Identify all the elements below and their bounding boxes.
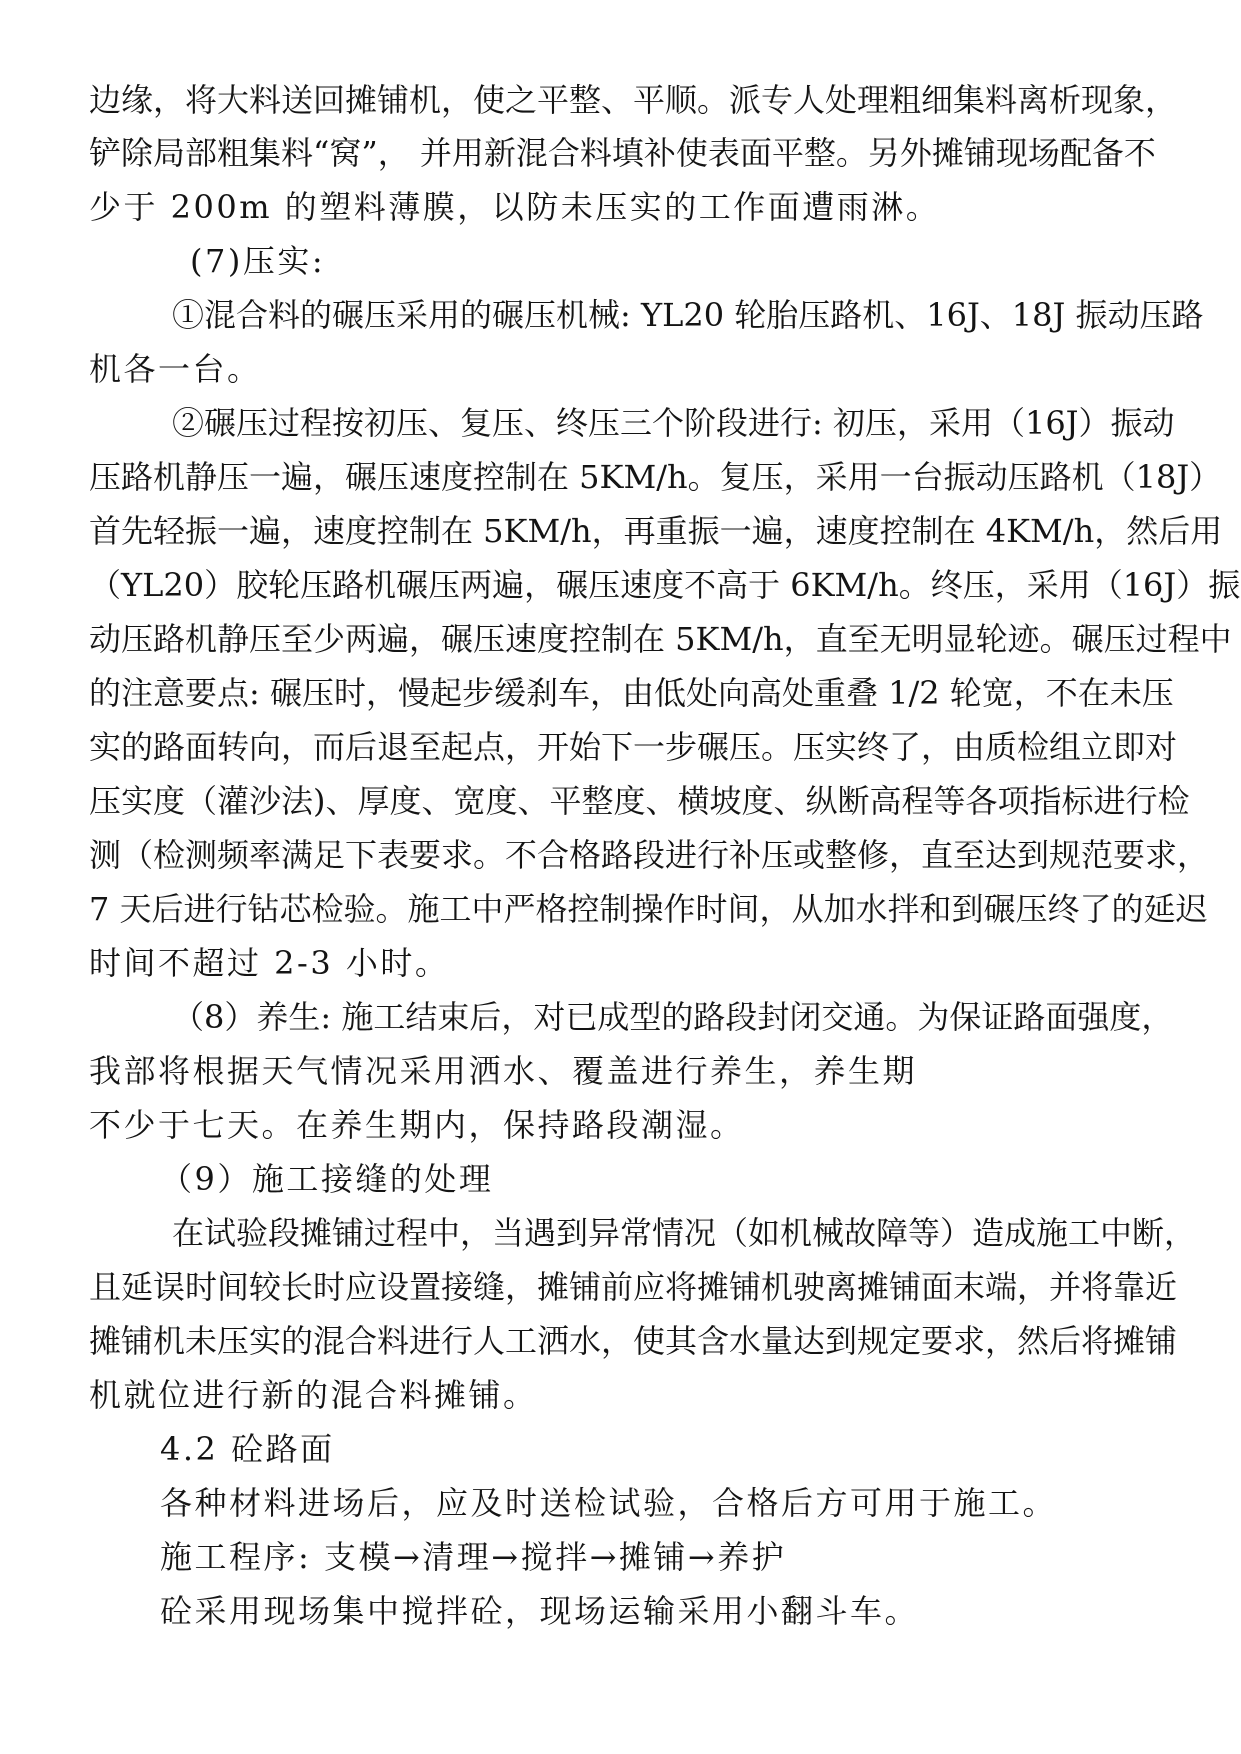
paragraph-text: 测（检测频率满足下表要求。不合格路段进行补压或整修，直至达到规范要求， xyxy=(89,836,1210,874)
text-line xyxy=(0,1098,1241,1152)
paragraph-text: 压实度（灌沙法)、厚度、宽度、平整度、横坡度、纵断高程等各项指标进行检 xyxy=(89,782,1190,820)
paragraph-text: ②碾压过程按初压、复压、终压三个阶段进行: 初压，采用（16J）振动 xyxy=(172,404,1175,442)
paragraph-text: 在试验段摊铺过程中，当遇到异常情况（如机械故障等）造成施工中断， xyxy=(172,1214,1197,1252)
text-line xyxy=(0,666,1241,720)
text-line xyxy=(0,234,1241,288)
text-line xyxy=(0,73,1241,127)
paragraph-text: 各种材料进场后，应及时送检试验，合格后方可用于施工。 xyxy=(160,1484,1058,1522)
text-line xyxy=(0,288,1241,342)
text-line xyxy=(0,396,1241,450)
text-line xyxy=(0,126,1241,180)
text-line xyxy=(0,936,1241,990)
paragraph-text: 不少于七天。在养生期内，保持路段潮湿。 xyxy=(89,1106,745,1144)
text-line xyxy=(0,504,1241,558)
paragraph-text: （8）养生: 施工结束后，对已成型的路段封闭交通。为保证路面强度， xyxy=(172,998,1174,1036)
paragraph-text: 机各一台。 xyxy=(89,350,262,388)
paragraph-text: （YL20）胶轮压路机碾压两遍，碾压速度不高于 6KM/h。终压，采用（16J）振 xyxy=(89,566,1241,604)
paragraph-text: 砼采用现场集中搅拌砼，现场运输采用小翻斗车。 xyxy=(160,1592,920,1630)
paragraph-text: 施工程序: 支模→清理→搅拌→摊铺→养护 xyxy=(160,1538,787,1576)
paragraph-text: 边缘，将大料送回摊铺机，使之平整、平顺。派专人处理粗细集料离析现象， xyxy=(89,81,1178,119)
paragraph-text: 时间不超过 2-3 小时。 xyxy=(89,944,450,982)
text-line xyxy=(0,1422,1241,1476)
text-line xyxy=(0,1206,1241,1260)
section-heading: （9）施工接缝的处理 xyxy=(160,1160,494,1198)
paragraph-text: 铲除局部粗集料“窝”， 并用新混合料填补使表面平整。另外摊铺现场配备不 xyxy=(89,134,1156,172)
paragraph-text: 我部将根据天气情况采用洒水、覆盖进行养生，养生期 xyxy=(89,1052,918,1090)
paragraph-text: 且延误时间较长时应设置接缝，摊铺前应将摊铺机驶离摊铺面末端，并将靠近 xyxy=(89,1268,1178,1306)
text-line xyxy=(0,1314,1241,1368)
text-line xyxy=(0,720,1241,774)
text-line xyxy=(0,1044,1241,1098)
text-line xyxy=(0,1152,1241,1206)
paragraph-text: 7 天后进行钻芯检验。施工中严格控制操作时间，从加水拌和到碾压终了的延迟 xyxy=(89,890,1208,928)
text-line xyxy=(0,180,1241,234)
paragraph-text: 动压路机静压至少两遍，碾压速度控制在 5KM/h，直至无明显轮迹。碾压过程中 xyxy=(89,620,1232,658)
text-line xyxy=(0,828,1241,882)
text-line xyxy=(0,1260,1241,1314)
paragraph-text: 首先轻振一遍，速度控制在 5KM/h，再重振一遍，速度控制在 4KM/h，然后用 xyxy=(89,512,1223,550)
paragraph-text: 机就位进行新的混合料摊铺。 xyxy=(89,1376,538,1414)
text-line xyxy=(0,1530,1241,1584)
text-line xyxy=(0,1584,1241,1638)
paragraph-text: 实的路面转向，而后退至起点，开始下一步碾压。压实终了，由质检组立即对 xyxy=(89,728,1178,766)
text-line xyxy=(0,450,1241,504)
text-line xyxy=(0,1476,1241,1530)
text-line xyxy=(0,990,1241,1044)
section-heading: (7)压实: xyxy=(190,242,326,280)
text-line xyxy=(0,342,1241,396)
paragraph-text: 的注意要点: 碾压时，慢起步缓刹车，由低处向高处重叠 1/2 轮宽，不在未压 xyxy=(89,674,1174,712)
paragraph-text: 压路机静压一遍，碾压速度控制在 5KM/h。复压，采用一台振动压路机（18J） xyxy=(89,458,1222,496)
text-line xyxy=(0,558,1241,612)
text-line xyxy=(0,612,1241,666)
paragraph-text: ①混合料的碾压采用的碾压机械: YL20 轮胎压路机、16J、18J 振动压路 xyxy=(172,296,1204,334)
text-line xyxy=(0,1368,1241,1422)
paragraph-text: 摊铺机未压实的混合料进行人工洒水，使其含水量达到规定要求，然后将摊铺 xyxy=(89,1322,1178,1360)
paragraph-text: 少于 200m 的塑料薄膜，以防未压实的工作面遭雨淋。 xyxy=(89,188,941,226)
section-heading: 4.2 砼路面 xyxy=(160,1430,335,1468)
text-line xyxy=(0,774,1241,828)
text-line xyxy=(0,882,1241,936)
